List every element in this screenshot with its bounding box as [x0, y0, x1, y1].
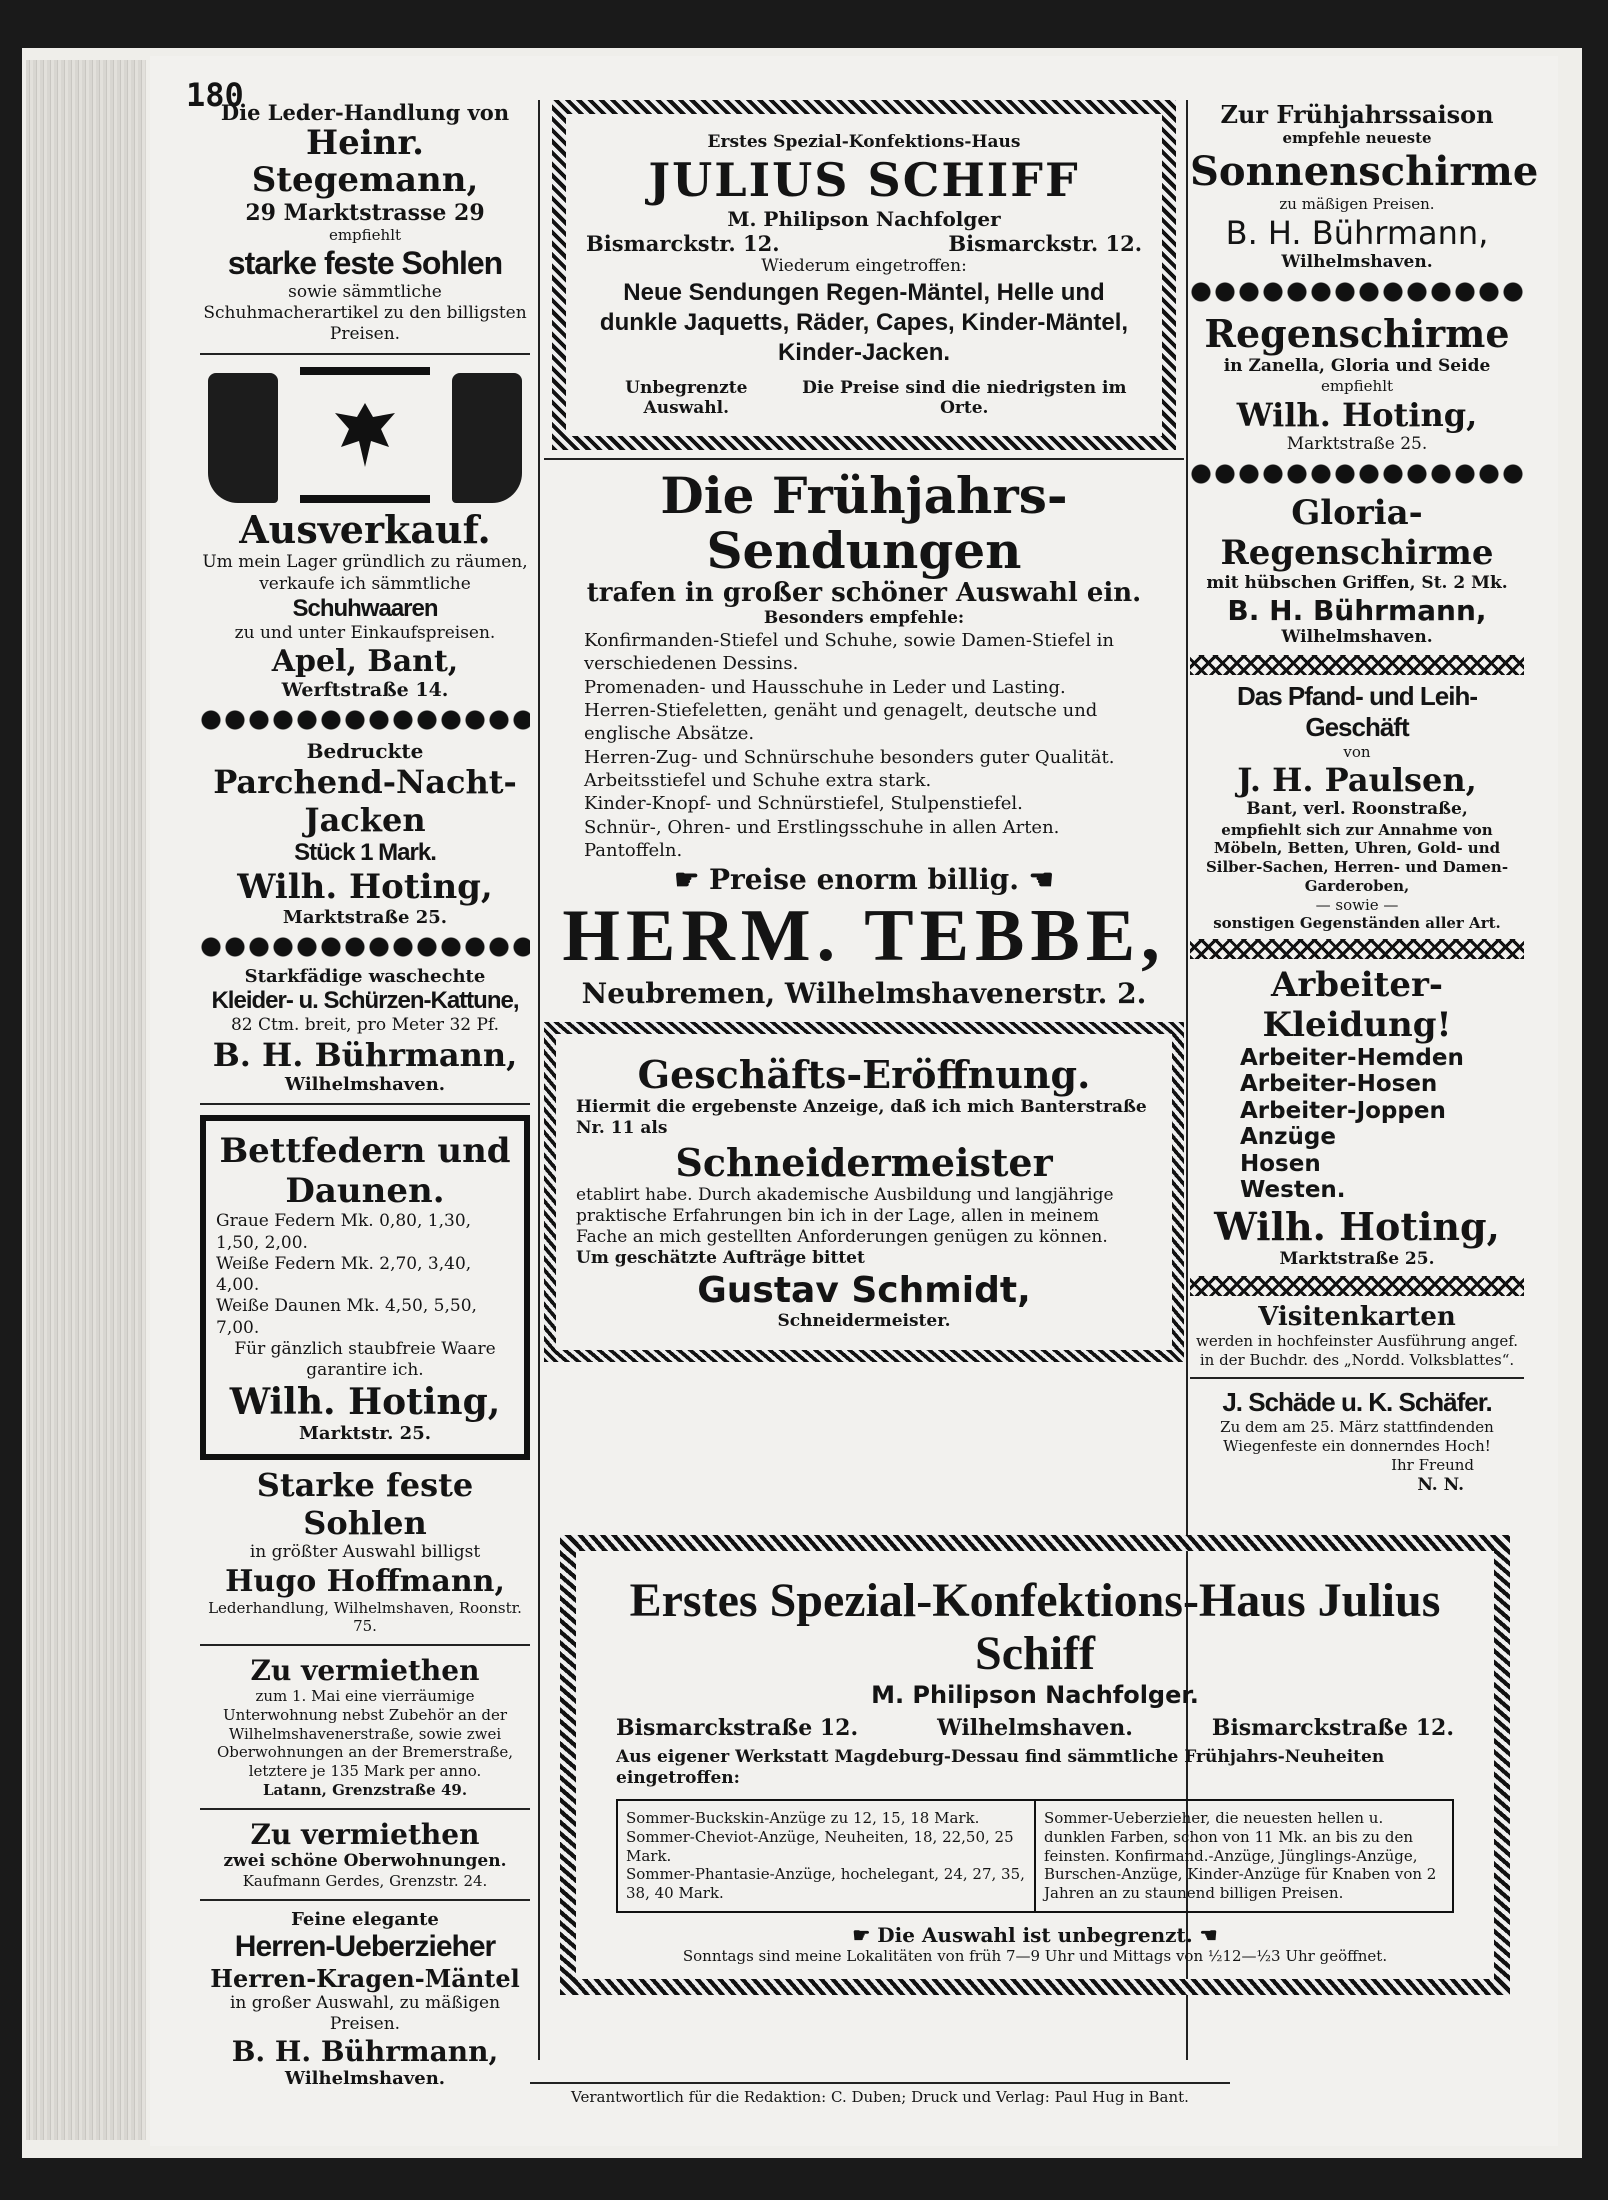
imprint: Verantwortlich für die Redaktion: C. Duben; Druck und Verlag: Paul Hug in Bant.	[530, 2082, 1230, 2106]
schiff-price-table	[616, 1799, 1454, 1913]
page-number: 180	[186, 76, 244, 114]
workwear-list: Arbeiter-Hemden Arbeiter-Hosen Arbeiter-Joppen Anzüge Hosen Westen.	[1240, 1045, 1464, 1204]
ad-stegemann: Die Leder-Handlung von Heinr. Stegemann, 29 Marktstrasse 29 empfiehlt starke feste Sohlen sowie sämmtliche Schuhmacherartikel zu den billigsten Preisen.	[203, 100, 527, 345]
ad-bettfedern: Bettfedern und Daunen. Graue Federn Mk. 0,80, 1,30, 1,50, 2,00. Weiße Federn Mk. 2,70, 3,40, 4,00. Weiße Daunen Mk. 4,50, 5,50, 7,00. Für gänzlich staubfreie Waare garantire ich. Wilh. Hoting, Marktstr. 25.	[200, 1115, 530, 1460]
eagle-icon	[300, 367, 430, 503]
column-rule-left	[538, 100, 540, 2060]
price-list-suits: Sommer-Buckskin-Anzüge zu 12, 15, 18 Mark. Sommer-Cheviot-Anzüge, Neuheiten, 18, 22,50, 25 Mark. Sommer-Phantasie-Anzüge, hochelegant, 24, 27, 35, 38, 40 Mark.	[617, 1800, 1035, 1912]
ornament-dots	[200, 936, 530, 958]
boots-illustration	[208, 363, 522, 503]
ad-buehrmann-kattune: Starkfädige waschechte Kleider- u. Schürzen-Kattune, 82 Ctm. breit, pro Meter 32 Pf. B. H. Bührmann, Wilhelmshaven.	[211, 966, 519, 1096]
ad-buehrmann-sonnenschirme: Zur Frühjahrssaison empfehle neueste Sonnenschirme zu mäßigen Preisen. B. H. Bührmann, Wilhelmshaven.	[1190, 100, 1539, 272]
price-list-coats: Sommer-Ueberzieher, die neuesten hellen u. dunklen Farben, schon von 11 Mk. an bis zu den feinsten. Konfirmand.-Anzüge, Jünglings-Anzüge, Burschen-Anzüge, Kinder-Anzüge für Knaben von 2 Jahren an zu staunend billigen Preisen.	[1035, 1800, 1453, 1912]
ad-schmidt: Geschäfts-Eröffnung. Hiermit die ergebenste Anzeige, daß ich mich Banterstraße Nr. 11 als Schneidermeister etablirt habe. Durch akademische Ausbildung und langjährige praktische Erfahrungen bin ich in der Lage, allen in meinem Fache an mich gestellten Anforderungen genügen zu können. Um geschätzte Aufträge bittet Gustav Schmidt, Schneidermeister.	[544, 1022, 1184, 1362]
boot-icon	[208, 373, 278, 503]
ornament-crosses	[1190, 655, 1524, 675]
ad-schiff-top: Erstes Spezial-Konfektions-Haus JULIUS SCHIFF M. Philipson Nachfolger Bismarckstr. 12. Bismarckstr. 12. Wiederum eingetroffen: Neue Sendungen Regen-Mäntel, Helle und dunkle Jaquetts, Räder, Capes, Kinder-Mäntel, Kinder-Jacken. Unbegrenzte Auswahl. Die Preise sind die niedrigsten im Orte.	[552, 100, 1176, 450]
ad-buehrmann-gloria: Gloria-Regenschirme mit hübschen Griffen, St. 2 Mk. B. H. Bührmann, Wilhelmshaven.	[1206, 493, 1508, 648]
column-right	[1190, 100, 1539, 1496]
ornament-crosses	[1190, 939, 1524, 959]
pointing-hand-icon: ☛	[852, 1922, 878, 1947]
ad-hoffmann: Starke feste Sohlen in größter Auswahl billigst Hugo Hoffmann, Lederhandlung, Wilhelmshaven, Roonstr. 75.	[208, 1466, 522, 1636]
ornament-dots	[1190, 463, 1524, 485]
ad-hoting-arbeiter: Arbeiter-Kleidung! Arbeiter-Hemden Arbeiter-Hosen Arbeiter-Joppen Anzüge Hosen Westen. Wilh. Hoting, Marktstraße 25.	[1190, 965, 1524, 1270]
ad-greeting: J. Schäde u. K. Schäfer. Zu dem am 25. März stattfindenden Wiegenfeste ein donnerndes Hoch! Ihr Freund N. N.	[1220, 1387, 1494, 1495]
ornament-dots	[1190, 281, 1524, 303]
book-spine	[26, 60, 146, 2140]
ad-tebbe: Die Frühjahrs-Sendungen trafen in großer schöner Auswahl ein. Besonders empfehle: Konfirmanden-Stiefel und Schuhe, sowie Damen-Stiefel in verschiedenen Dessins. Promenaden- und Hausschuhe in Leder und Lasting. Herren-Stiefeletten, genäht und genagelt, deutsche und englische Absätze. Herren-Zug- und Schnürschuhe besonders guter Qualität. Arbeitsstiefel und Schuhe extra stark. Kinder-Knopf- und Schnürstiefel, Stulpenstiefel. Schnür-, Ohren- und Erstlingsschuhe in allen Arten. Pantoffeln. ☛ Preise enorm billig. ☚ HERM. TEBBE, Neubremen, Wilhelmshavenerstr. 2.	[544, 468, 1184, 1011]
ad-apel: Ausverkauf. Um mein Lager gründlich zu räumen, verkaufe ich sämmtliche Schuhwaaren zu und unter Einkaufspreisen. Apel, Bant, Werftstraße 14.	[200, 363, 530, 701]
ad-latann: Zu vermiethen zum 1. Mai eine vierräumige Unterwohnung nebst Zubehör an der Wilhelmshavenerstraße, sowie zwei Oberwohnungen an der Bremerstraße, letztere je 135 Mark per anno. Latann, Grenzstraße 49.	[216, 1654, 513, 1799]
boot-icon	[452, 373, 522, 503]
ad-paulsen: Das Pfand- und Leih-Geschäft von J. H. Paulsen, Bant, verl. Roonstraße, empfiehlt sich zur Annahme von Möbeln, Betten, Uhren, Gold- und Silber-Sachen, Herren- und Damen-Garderoben, — sowie — sonstigen Gegenständen aller Art.	[1205, 680, 1509, 933]
pointing-hand-icon: ☛	[674, 862, 709, 896]
ornament-crosses	[1190, 1276, 1524, 1296]
ornament-dots	[200, 709, 530, 731]
pointing-hand-icon: ☚	[1192, 1922, 1218, 1947]
ad-schiff-bottom: Erstes Spezial-Konfektions-Haus Julius Schiff M. Philipson Nachfolger. Bismarckstraße 12. Wilhelmshaven. Bismarckstraße 12. Aus eigener Werkstatt Magdeburg-Dessau find sämmtliche Frühjahrs-Neuheiten eingetroffen: Sommer-Buckskin-Anzüge zu 12, 15, 18 Mark. Sommer-Cheviot-Anzüge, Neuheiten, 18, 22,50, 25 Mark. Sommer-Phantasie-Anzüge, hochelegant, 24, 27, 35, 38, 40 Mark. Sommer-Ueberzieher, die neuesten hellen u. dunklen Farben, schon von 11 Mk. an bis zu den feinsten. Konfirmand.-Anzüge, Jünglings-Anzüge, Burschen-Anzüge, Kinder-Anzüge für Knaben von 2 Jahren an zu staunend billigen Preisen. ☛ Die Auswahl ist unbegrenzt. ☚ Sonntags sind meine Lokalitäten von früh 7—9 Uhr und Mittags von ½12—½3 Uhr geöffnet.	[560, 1535, 1510, 1995]
ad-buehrmann-ueberzieher: Feine elegante Herren-Ueberzieher Herren-Kragen-Mäntel in großer Auswahl, zu mäßigen Preisen. B. H. Bührmann, Wilhelmshaven.	[210, 1908, 520, 2090]
tebbe-item-list: Konfirmanden-Stiefel und Schuhe, sowie Damen-Stiefel in verschiedenen Dessins. Promenaden- und Hausschuhe in Leder und Lasting. Herren-Stiefeletten, genäht und genagelt, deutsche und englische Absätze. Herren-Zug- und Schnürschuhe besonders guter Qualität. Arbeitsstiefel und Schuhe extra stark. Kinder-Knopf- und Schnürstiefel, Stulpenstiefel. Schnür-, Ohren- und Erstlingsschuhe in allen Arten. Pantoffeln.	[584, 629, 1115, 862]
pointing-hand-icon: ☚	[1019, 862, 1054, 896]
ad-hoting-jacken: Bedruckte Parchend-Nacht-Jacken Stück 1 Mark. Wilh. Hoting, Marktstraße 25.	[213, 739, 517, 929]
ad-gerdes: Zu vermiethen zwei schöne Oberwohnungen. Kaufmann Gerdes, Grenzstr. 24.	[223, 1817, 507, 1890]
ad-hoting-regenschirme: Regenschirme in Zanella, Gloria und Seide empfiehlt Wilh. Hoting, Marktstraße 25.	[1204, 310, 1510, 454]
ad-visitenkarten: Visitenkarten werden in hochfeinster Ausführung angef. in der Buchdr. des „Nordd. Volksblattes“.	[1196, 1301, 1518, 1369]
column-left	[200, 100, 530, 2089]
column-middle	[544, 100, 1184, 1362]
